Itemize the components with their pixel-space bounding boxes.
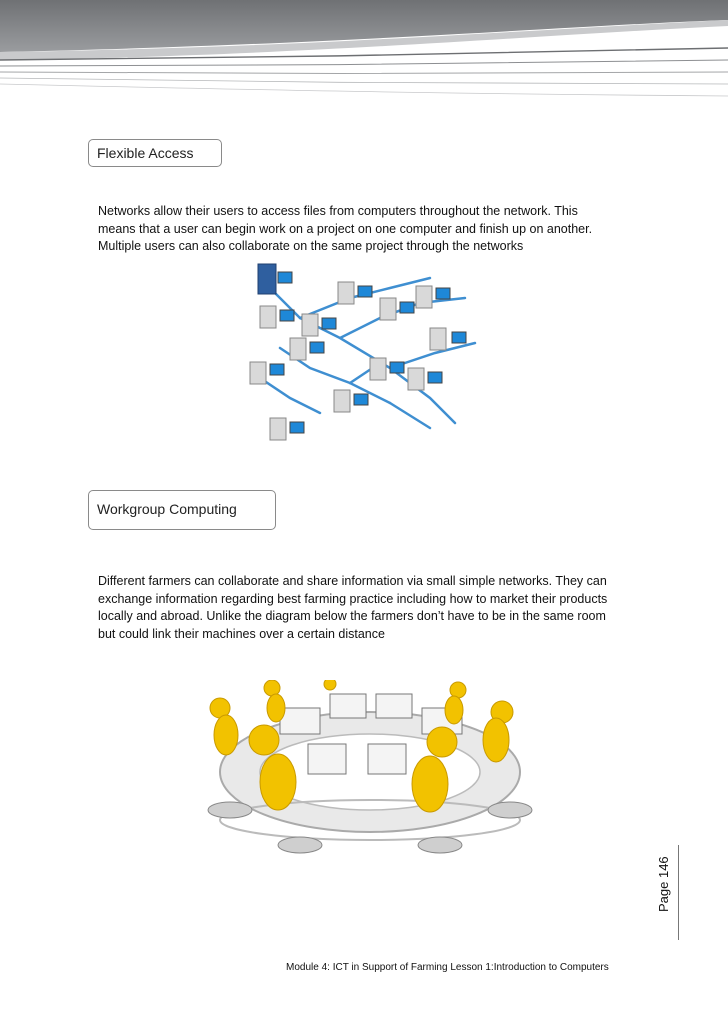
paragraph-line: Different farmers can collaborate and share information via small simple networks. They can xyxy=(98,574,607,588)
page-number-rule xyxy=(678,845,679,940)
paragraph-line: means that a user can begin work on a project on one computer and finish up on another. xyxy=(98,221,593,236)
page-number: Page 146 xyxy=(656,856,671,912)
paragraph-line: but could link their machines over a certain distance xyxy=(98,626,385,641)
workgroup-illustration xyxy=(190,680,550,870)
paragraph-line: Networks allow their users to access files from computers throughout the network. This xyxy=(98,204,578,218)
paragraph-workgroup-computing xyxy=(98,573,607,643)
network-illustration xyxy=(240,258,490,458)
page-footer: Module 4: ICT in Support of Farming Lesson 1:Introduction to Computers xyxy=(286,962,609,973)
section-heading-label: Flexible Access xyxy=(97,145,194,161)
section-heading-flexible-access xyxy=(88,139,222,167)
paragraph-line: Multiple users can also collaborate on the same project through the networks xyxy=(98,239,524,253)
paragraph-flexible-access xyxy=(98,203,592,256)
paragraph-line: exchange information regarding best farming practice including how to market their products xyxy=(98,591,608,606)
section-heading-label: Workgroup Computing xyxy=(97,501,237,517)
section-heading-workgroup-computing xyxy=(88,490,276,530)
header-banner xyxy=(0,0,728,110)
paragraph-line: locally and abroad. Unlike the diagram below the farmers don’t have to be in the same room xyxy=(98,609,606,623)
